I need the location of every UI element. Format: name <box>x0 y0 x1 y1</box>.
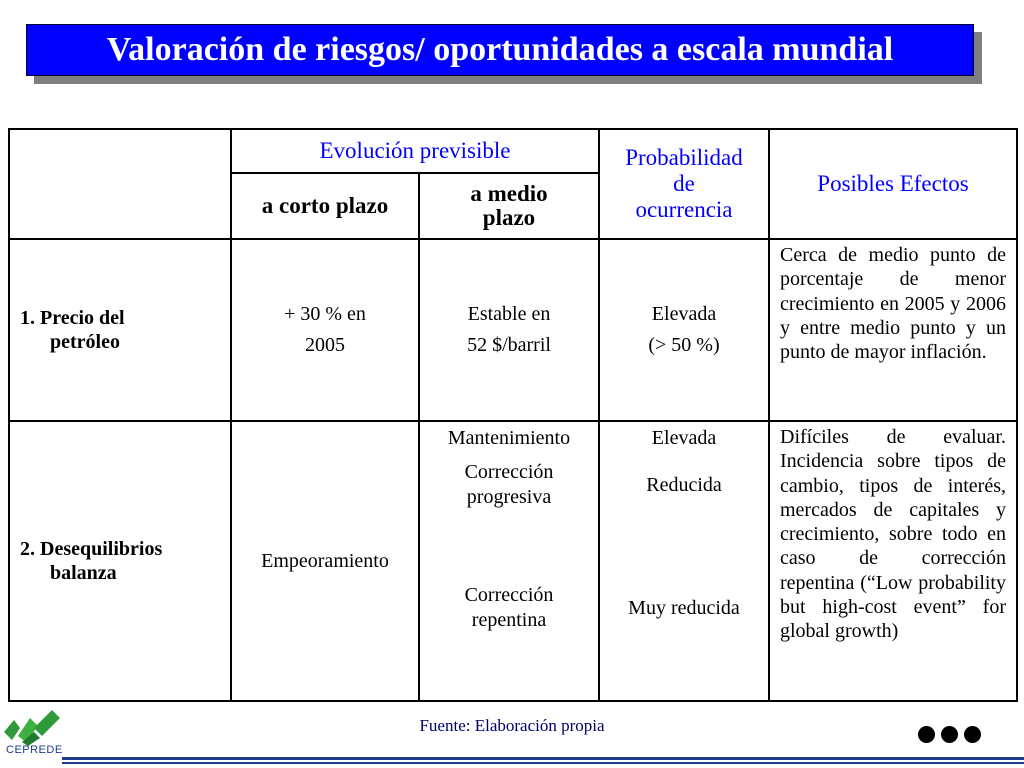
footer-rule <box>62 762 1024 764</box>
header-prob-line1: Probabilidad <box>625 145 743 170</box>
ellipsis-dots-icon <box>918 726 988 744</box>
prob-reducida: Reducida <box>646 474 722 496</box>
row-label-line1: 1. Precio del <box>20 307 125 329</box>
slide-title-text: Valoración de riesgos/ oportunidades a escala mundial <box>106 31 894 68</box>
cell-efectos <box>769 421 1017 701</box>
cell-medio-plazo <box>419 239 599 421</box>
prob-stack <box>600 422 768 700</box>
cell-medio-plazo <box>419 421 599 701</box>
row-label-desequilibrios <box>9 421 231 701</box>
cell-medio-line1: Estable en <box>467 303 551 325</box>
row-label-line1: 2. Desequilibrios <box>20 538 163 560</box>
cell-corto-text: Empeoramiento <box>261 549 389 572</box>
header-medio-plazo <box>419 173 599 239</box>
table-row <box>9 421 1017 701</box>
dot-1 <box>918 726 935 743</box>
cell-prob-line1: Elevada <box>651 303 717 325</box>
slide-title <box>26 24 974 76</box>
cell-corto-plazo <box>231 421 419 701</box>
source-note <box>0 716 1024 736</box>
header-efectos <box>769 129 1017 239</box>
header-evolucion <box>231 129 599 173</box>
header-probabilidad <box>599 129 769 239</box>
header-prob-line2: de <box>673 171 695 196</box>
medio-c-line1: Corrección <box>464 584 554 606</box>
header-evolucion-text: Evolución previsible <box>319 138 511 163</box>
medio-stack <box>420 422 598 700</box>
medio-b-line2: progresiva <box>466 486 552 508</box>
cell-medio-line2: 52 $/barril <box>467 334 551 356</box>
cell-corto-plazo <box>231 239 419 421</box>
medio-b-line1: Corrección <box>464 461 554 483</box>
prob-elevada: Elevada <box>651 427 717 449</box>
dot-2 <box>941 726 958 743</box>
header-efectos-text: Posibles Efectos <box>817 171 969 196</box>
cell-probabilidad <box>599 421 769 701</box>
header-corto-plazo <box>231 173 419 239</box>
row-label-line2: petróleo <box>50 331 120 353</box>
medio-correccion-repentina <box>420 583 598 633</box>
header-corto-text: a corto plazo <box>261 193 389 218</box>
row-label-petroleo <box>9 239 231 421</box>
medio-correccion-progresiva <box>420 460 598 510</box>
empty-corner-cell <box>9 129 231 239</box>
cell-efectos <box>769 239 1017 421</box>
cell-efectos-text: Difíciles de evaluar. Incidencia sobre tipos de cambio, tipos de interés, mercados de capitales y crecimiento, sobre todo en caso de corrección repentina (“Low probability but high-cost event” for global growth) <box>780 426 1006 643</box>
cell-corto-line2: 2005 <box>305 334 345 356</box>
header-medio-line2: plazo <box>482 205 536 230</box>
cell-prob-line2: (> 50 %) <box>648 334 720 356</box>
source-label: Fuente <box>419 716 466 735</box>
cell-efectos-text: Cerca de medio punto de porcentaje de menor crecimiento en 2005 y 2006 y entre medio punto y un punto de mayor inflación. <box>780 244 1006 364</box>
header-row-1 <box>9 129 1017 173</box>
logo-leaf-1 <box>4 720 20 740</box>
source-text: : Elaboración propia <box>465 716 605 735</box>
header-medio-line1: a medio <box>470 181 548 206</box>
logo-text: CEPREDE <box>6 744 63 756</box>
cell-corto-line1: + 30 % en <box>284 303 366 325</box>
medio-mantenimiento: Mantenimiento <box>447 427 571 449</box>
logo-leaf-3 <box>34 710 60 736</box>
header-prob-line3: ocurrencia <box>635 197 733 222</box>
dot-3 <box>964 726 981 743</box>
ceprede-logo-icon <box>0 706 70 768</box>
row-label-line2: balanza <box>50 562 117 584</box>
prob-muy-reducida: Muy reducida <box>628 597 740 619</box>
medio-c-line2: repentina <box>471 609 547 631</box>
risk-table <box>8 128 1018 702</box>
table-row <box>9 239 1017 421</box>
cell-probabilidad <box>599 239 769 421</box>
footer-rule <box>62 757 1024 760</box>
